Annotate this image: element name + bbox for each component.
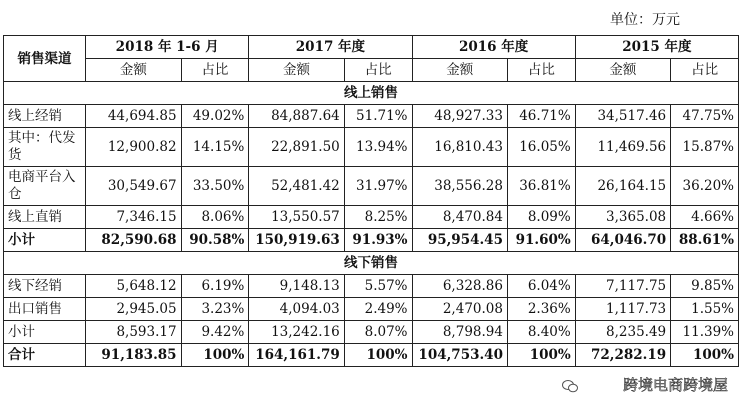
ratio-cell: 91.60% bbox=[507, 229, 575, 252]
amount-cell: 7,346.15 bbox=[86, 206, 181, 229]
ratio-cell: 100% bbox=[507, 344, 575, 367]
section-online bbox=[4, 82, 739, 105]
ratio-cell: 90.58% bbox=[181, 229, 249, 252]
ratio-cell: 31.97% bbox=[344, 167, 412, 206]
ratio-cell: 91.93% bbox=[344, 229, 412, 252]
amount-cell: 38,556.28 bbox=[412, 167, 507, 206]
header-ratio: 占比 bbox=[181, 59, 249, 82]
row-label: 电商平台入仓 bbox=[4, 167, 86, 206]
amount-cell: 1,117.73 bbox=[575, 298, 670, 321]
header-period: 2015 年度 bbox=[575, 36, 738, 59]
unit-label: 单位：万元 bbox=[610, 12, 680, 28]
table-row bbox=[4, 167, 739, 206]
header-ratio: 占比 bbox=[507, 59, 575, 82]
row-label: 出口销售 bbox=[4, 298, 86, 321]
header-row-periods bbox=[4, 36, 739, 59]
ratio-cell: 6.04% bbox=[507, 275, 575, 298]
table-row bbox=[4, 105, 739, 128]
ratio-cell: 100% bbox=[181, 344, 249, 367]
header-amount: 金额 bbox=[575, 59, 670, 82]
header-period: 2016 年度 bbox=[412, 36, 575, 59]
amount-cell: 6,328.86 bbox=[412, 275, 507, 298]
amount-cell: 95,954.45 bbox=[412, 229, 507, 252]
ratio-cell: 47.75% bbox=[671, 105, 739, 128]
amount-cell: 26,164.15 bbox=[575, 167, 670, 206]
ratio-cell: 8.09% bbox=[507, 206, 575, 229]
ratio-cell: 8.07% bbox=[344, 321, 412, 344]
ratio-cell: 36.20% bbox=[671, 167, 739, 206]
amount-cell: 3,365.08 bbox=[575, 206, 670, 229]
header-amount: 金额 bbox=[412, 59, 507, 82]
ratio-cell: 6.19% bbox=[181, 275, 249, 298]
amount-cell: 48,927.33 bbox=[412, 105, 507, 128]
ratio-cell: 8.06% bbox=[181, 206, 249, 229]
amount-cell: 104,753.40 bbox=[412, 344, 507, 367]
table-row bbox=[4, 298, 739, 321]
ratio-cell: 33.50% bbox=[181, 167, 249, 206]
amount-cell: 8,235.49 bbox=[575, 321, 670, 344]
amount-cell: 13,550.57 bbox=[249, 206, 344, 229]
ratio-cell: 3.23% bbox=[181, 298, 249, 321]
header-row-metrics bbox=[4, 59, 739, 82]
ratio-cell: 13.94% bbox=[344, 128, 412, 167]
amount-cell: 52,481.42 bbox=[249, 167, 344, 206]
row-label: 线上直销 bbox=[4, 206, 86, 229]
amount-cell: 7,117.75 bbox=[575, 275, 670, 298]
header-amount: 金额 bbox=[86, 59, 181, 82]
watermark-text: 跨境电商跨境屋 bbox=[622, 376, 728, 394]
amount-cell: 13,242.16 bbox=[249, 321, 344, 344]
header-period: 2017 年度 bbox=[249, 36, 412, 59]
amount-cell: 34,517.46 bbox=[575, 105, 670, 128]
amount-cell: 22,891.50 bbox=[249, 128, 344, 167]
amount-cell: 8,470.84 bbox=[412, 206, 507, 229]
section-offline bbox=[4, 252, 739, 275]
section-title: 线下销售 bbox=[4, 252, 739, 275]
amount-cell: 64,046.70 bbox=[575, 229, 670, 252]
amount-cell: 44,694.85 bbox=[86, 105, 181, 128]
amount-cell: 8,798.94 bbox=[412, 321, 507, 344]
amount-cell: 11,469.56 bbox=[575, 128, 670, 167]
sales-channel-table bbox=[3, 35, 739, 367]
amount-cell: 12,900.82 bbox=[86, 128, 181, 167]
table-row bbox=[4, 344, 739, 367]
amount-cell: 150,919.63 bbox=[249, 229, 344, 252]
amount-cell: 4,094.03 bbox=[249, 298, 344, 321]
amount-cell: 164,161.79 bbox=[249, 344, 344, 367]
ratio-cell: 100% bbox=[344, 344, 412, 367]
ratio-cell: 8.40% bbox=[507, 321, 575, 344]
amount-cell: 8,593.17 bbox=[86, 321, 181, 344]
ratio-cell: 11.39% bbox=[671, 321, 739, 344]
ratio-cell: 9.85% bbox=[671, 275, 739, 298]
amount-cell: 30,549.67 bbox=[86, 167, 181, 206]
row-label: 线下经销 bbox=[4, 275, 86, 298]
amount-cell: 9,148.13 bbox=[249, 275, 344, 298]
row-label: 小计 bbox=[4, 321, 86, 344]
amount-cell: 2,470.08 bbox=[412, 298, 507, 321]
table-row bbox=[4, 128, 739, 167]
ratio-cell: 2.36% bbox=[507, 298, 575, 321]
row-label: 其中：代发货 bbox=[4, 128, 86, 167]
row-label: 线上经销 bbox=[4, 105, 86, 128]
ratio-cell: 2.49% bbox=[344, 298, 412, 321]
ratio-cell: 5.57% bbox=[344, 275, 412, 298]
header-amount: 金额 bbox=[249, 59, 344, 82]
amount-cell: 84,887.64 bbox=[249, 105, 344, 128]
section-title: 线上销售 bbox=[4, 82, 739, 105]
ratio-cell: 8.25% bbox=[344, 206, 412, 229]
amount-cell: 5,648.12 bbox=[86, 275, 181, 298]
header-ratio: 占比 bbox=[671, 59, 739, 82]
ratio-cell: 15.87% bbox=[671, 128, 739, 167]
ratio-cell: 1.55% bbox=[671, 298, 739, 321]
table-row bbox=[4, 275, 739, 298]
amount-cell: 72,282.19 bbox=[575, 344, 670, 367]
ratio-cell: 16.05% bbox=[507, 128, 575, 167]
ratio-cell: 36.81% bbox=[507, 167, 575, 206]
row-label: 小计 bbox=[4, 229, 86, 252]
header-channel: 销售渠道 bbox=[4, 36, 86, 82]
ratio-cell: 46.71% bbox=[507, 105, 575, 128]
amount-cell: 16,810.43 bbox=[412, 128, 507, 167]
ratio-cell: 100% bbox=[671, 344, 739, 367]
ratio-cell: 49.02% bbox=[181, 105, 249, 128]
header-period: 2018 年 1-6 月 bbox=[86, 36, 249, 59]
table-row bbox=[4, 229, 739, 252]
amount-cell: 91,183.85 bbox=[86, 344, 181, 367]
ratio-cell: 14.15% bbox=[181, 128, 249, 167]
amount-cell: 2,945.05 bbox=[86, 298, 181, 321]
ratio-cell: 9.42% bbox=[181, 321, 249, 344]
ratio-cell: 51.71% bbox=[344, 105, 412, 128]
ratio-cell: 88.61% bbox=[671, 229, 739, 252]
header-ratio: 占比 bbox=[344, 59, 412, 82]
row-label: 合计 bbox=[4, 344, 86, 367]
amount-cell: 82,590.68 bbox=[86, 229, 181, 252]
wechat-icon bbox=[562, 379, 578, 393]
table-row bbox=[4, 321, 739, 344]
ratio-cell: 4.66% bbox=[671, 206, 739, 229]
table-row bbox=[4, 206, 739, 229]
